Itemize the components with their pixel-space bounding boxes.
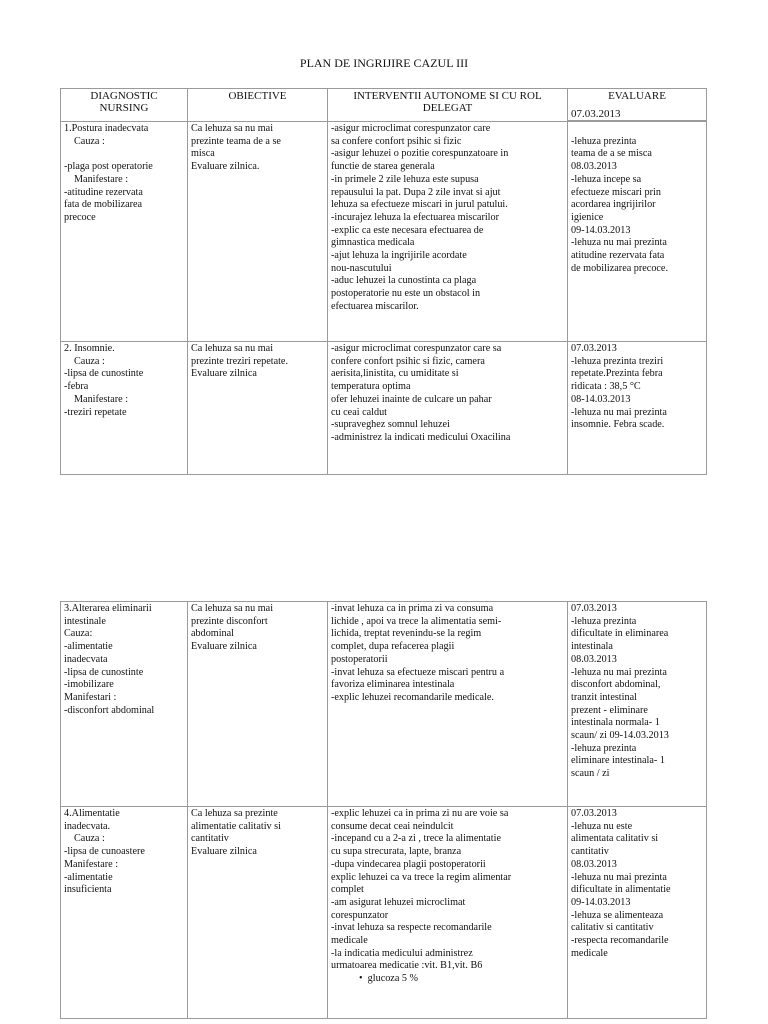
cell-line: acordarea ingrijirilor — [571, 199, 656, 211]
cell-line: -lehuza prezinta — [571, 742, 637, 754]
cell-line: inadecvata — [64, 653, 108, 665]
cell-line: Ca lehuza sa nu mai — [191, 603, 274, 614]
cell-line: intestinala normala- 1 — [571, 717, 660, 729]
cell-line: teama de a se misca — [571, 148, 652, 160]
header-obiective-line: OBIECTIVE — [228, 90, 287, 102]
cell-obiective — [188, 342, 328, 475]
cell-line: consume decat ceai neindulcit — [331, 820, 454, 832]
cell-line: corespunzator — [331, 909, 389, 921]
cell-line: 09-14.03.2013 — [571, 896, 631, 908]
cell-line: alimentatie calitativ si — [191, 820, 281, 832]
cell-line: -lipsa de cunostinte — [64, 666, 144, 678]
cell-line: 07.03.2013 — [571, 808, 617, 819]
cell-line: gimnastica medicala — [331, 237, 415, 249]
cell-line: -alimentatie — [64, 871, 113, 883]
cell-line: -febra — [64, 381, 89, 393]
cell-line: complet, dupa refacerea plagii — [331, 641, 455, 653]
cell-line: dificultate in eliminarea — [571, 628, 669, 640]
header-interventii — [328, 89, 568, 122]
cell-line: scaun / zi — [571, 768, 610, 780]
cell-line: favoriza eliminarea intestinala — [331, 679, 455, 691]
table-row — [61, 602, 707, 807]
cell-line: Evaluare zilnica — [191, 846, 257, 858]
cell-line: aerisita,linistita, cu umiditate si — [331, 368, 459, 380]
cell-line: Evaluare zilnica — [191, 368, 257, 380]
cell-line: insomnie. Febra scade. — [571, 419, 665, 431]
cell-evaluare — [568, 122, 707, 342]
cell-line: alimentata calitativ si — [571, 833, 659, 845]
cell-line: medicale — [331, 935, 368, 947]
cell-line: -lipsa de cunoastere — [64, 846, 145, 858]
cell-interventii — [328, 807, 568, 1019]
cell-line: -lehuza nu mai prezinta — [571, 666, 667, 678]
header-evaluare-label: EVALUARE — [608, 90, 666, 102]
cell-line: 1.Postura inadecvata — [64, 123, 149, 134]
cell-line: temperatura optima — [331, 381, 411, 393]
cell-line: 08.03.2013 — [571, 858, 617, 870]
cell-interventii — [328, 122, 568, 342]
cell-line: Cauza : — [74, 833, 105, 845]
table-row — [61, 342, 707, 475]
cell-line: -am asigurat lehuzei microclimat — [331, 896, 466, 908]
cell-line: -lehuza nu mai prezinta — [571, 406, 667, 418]
cell-evaluare — [568, 807, 707, 1019]
cell-line: abdominal — [191, 628, 235, 640]
header-interventii-line: DELEGAT — [422, 102, 473, 114]
cell-line: -treziri repetate — [64, 406, 127, 418]
cell-line: lehuza sa efectueze miscari in jurul patului. — [331, 199, 508, 211]
cell-line: -incurajez lehuza la efectuarea miscarilor — [331, 211, 499, 223]
cell-line: Cauza : — [74, 355, 105, 367]
cell-obiective — [188, 602, 328, 807]
cell-line: insuficienta — [64, 884, 112, 896]
cell-line: functie de starea generala — [331, 161, 435, 173]
cell-line: calitativ si cantitativ — [571, 922, 654, 934]
cell-line: -supraveghez somnul lehuzei — [331, 419, 450, 431]
cell-line: -respecta recomandarile — [571, 935, 669, 947]
cell-line: cu ceai caldut — [331, 406, 387, 418]
cell-line: 08-14.03.2013 — [571, 393, 631, 405]
cell-line: scaun/ zi 09-14.03.2013 — [571, 730, 669, 742]
cell-line: -in primele 2 zile lehuza este supusa — [331, 173, 479, 185]
cell-line: -imobilizare — [64, 679, 114, 691]
cell-line: Manifestari : — [64, 691, 117, 703]
header-diagnostic — [61, 89, 188, 122]
cell-line: Manifestare : — [64, 858, 119, 870]
table-row — [61, 122, 707, 342]
cell-line: -asigur microclimat corespunzator care sa — [331, 343, 502, 354]
cell-line: -plaga post operatorie — [64, 161, 153, 173]
cell-line: de mobilizarea precoce. — [571, 262, 669, 274]
cell-diagnostic — [61, 807, 188, 1019]
cell-line: Cauza: — [64, 628, 93, 640]
table-row — [61, 807, 707, 1019]
care-plan-table-2 — [60, 601, 707, 1019]
cell-line: fata de mobilizarea — [64, 199, 143, 211]
cell-line: medicale — [571, 947, 608, 959]
cell-line: 08.03.2013 — [571, 161, 617, 173]
cell-line: Ca lehuza sa nu mai — [191, 123, 274, 134]
cell-line: -explic lehuzei recomandarile medicale. — [331, 691, 494, 703]
header-diagnostic-line: DIAGNOSTIC — [90, 90, 158, 102]
cell-line: -invat lehuza ca in prima zi va consuma — [331, 603, 494, 614]
cell-line: Cauza : — [74, 135, 105, 147]
cell-line: postoperatorii — [331, 653, 388, 665]
cell-line: repausului la pat. Dupa 2 zile invat si ajut — [331, 186, 501, 198]
cell-line: 3.Alterarea eliminarii — [64, 603, 152, 614]
cell-line: cantitativ — [191, 833, 229, 845]
cell-line: cu supa strecurata, lapte, branza — [331, 846, 462, 858]
cell-line: -invat lehuza sa respecte recomandarile — [331, 922, 492, 934]
cell-line: -lehuza prezinta — [571, 615, 637, 627]
cell-line: cantitativ — [571, 846, 609, 858]
cell-line: efectueze miscari prin — [571, 186, 661, 198]
cell-line: Manifestare : — [74, 173, 129, 185]
cell-line: -explic ca este necesara efectuarea de — [331, 224, 484, 236]
cell-line: -explic lehuzei ca in prima zi nu are voie sa — [331, 808, 509, 819]
cell-line: complet — [331, 884, 364, 896]
cell-line: ofer lehuzei inainte de culcare un pahar — [331, 393, 492, 405]
cell-line: -lehuza se alimenteaza — [571, 909, 664, 921]
cell-line: -asigur microclimat corespunzator care — [331, 123, 491, 134]
cell-line: confere confort psihic si fizic, camera — [331, 355, 485, 367]
header-interventii-line: INTERVENTII AUTONOME SI CU ROL — [353, 90, 542, 102]
cell-line: Ca lehuza sa nu mai — [191, 343, 274, 354]
header-diagnostic-line: NURSING — [99, 102, 149, 114]
cell-line: prezinte disconfort — [191, 615, 268, 627]
table-header-row — [61, 89, 707, 122]
cell-line: tranzit intestinal — [571, 691, 637, 703]
cell-interventii — [328, 342, 568, 475]
cell-line: 2. Insomnie. — [64, 343, 115, 354]
cell-diagnostic — [61, 602, 188, 807]
cell-line: -lehuza nu mai prezinta — [571, 871, 667, 883]
cell-line: Ca lehuza sa prezinte — [191, 808, 278, 819]
cell-line: intestinala — [571, 641, 613, 653]
cell-line: 07.03.2013 — [571, 343, 617, 354]
cell-line: precoce — [64, 211, 96, 223]
cell-line: prezinte treziri repetate. — [191, 355, 289, 367]
cell-line: -lehuza nu este — [571, 820, 633, 832]
cell-line: igienice — [571, 211, 604, 223]
cell-evaluare — [568, 342, 707, 475]
cell-obiective — [188, 122, 328, 342]
care-plan-table-1 — [60, 88, 707, 475]
cell-line: dificultate in alimentatie — [571, 884, 671, 896]
cell-line: -invat lehuza sa efectueze miscari pentru a — [331, 666, 505, 678]
medication-bullet-item: • glucoza 5 % — [331, 973, 564, 986]
cell-line: 08.03.2013 — [571, 653, 617, 665]
cell-line — [64, 148, 184, 161]
cell-obiective — [188, 807, 328, 1019]
cell-line: -lehuza incepe sa — [571, 173, 642, 185]
cell-line: prezinte teama de a se — [191, 135, 281, 147]
cell-line: -alimentatie — [64, 641, 113, 653]
cell-line: 09-14.03.2013 — [571, 224, 631, 236]
cell-line: explic lehuzei ca va trece la regim alimentar — [331, 871, 512, 883]
cell-line — [571, 123, 703, 136]
header-evaluare — [568, 89, 707, 122]
header-obiective — [188, 89, 328, 122]
cell-line: -atitudine rezervata — [64, 186, 143, 198]
cell-line: 07.03.2013 — [571, 603, 617, 614]
cell-line: prezent - eliminare — [571, 704, 648, 716]
cell-line: atitudine rezervata fata — [571, 250, 665, 262]
cell-line: -asigur lehuzei o pozitie corespunzatoare in — [331, 148, 509, 160]
cell-line: repetate.Prezinta febra — [571, 368, 663, 380]
cell-line: -incepand cu a 2-a zi , trece la alimentatie — [331, 833, 501, 845]
cell-line: urmatoarea medicatie :vit. B1,vit. B6 — [331, 960, 483, 972]
cell-line: -lehuza nu mai prezinta — [571, 237, 667, 249]
cell-line: inadecvata. — [64, 820, 111, 832]
cell-line: postoperatorie nu este un obstacol in — [331, 288, 481, 300]
cell-diagnostic — [61, 342, 188, 475]
cell-line: -la indicatia medicului administrez — [331, 947, 473, 959]
cell-line: -lipsa de cunostinte — [64, 368, 144, 380]
cell-line: misca — [191, 148, 215, 160]
cell-line: sa confere confort psihic si fizic — [331, 135, 462, 147]
cell-line: disconfort abdominal, — [571, 679, 661, 691]
cell-line: lichide , apoi va trece la alimentatia semi- — [331, 615, 502, 627]
cell-line: eliminare intestinala- 1 — [571, 755, 665, 767]
page-title: PLAN DE INGRIJIRE CAZUL III — [299, 56, 469, 70]
cell-line: -lehuza prezinta — [571, 135, 637, 147]
cell-line: 4.Alimentatie — [64, 808, 120, 819]
cell-interventii — [328, 602, 568, 807]
cell-line: nou-nascutului — [331, 262, 392, 274]
cell-line: -lehuza prezinta treziri — [571, 355, 664, 367]
header-evaluare-date: 07.03.2013 — [568, 108, 706, 121]
cell-line: Evaluare zilnica. — [191, 161, 260, 173]
cell-line: -dupa vindecarea plagii postoperatorii — [331, 858, 486, 870]
cell-line: intestinale — [64, 615, 106, 627]
cell-line: Evaluare zilnica — [191, 641, 257, 653]
cell-line: -ajut lehuza la ingrijirile acordate — [331, 250, 467, 262]
cell-line: -aduc lehuzei la cunostinta ca plaga — [331, 275, 477, 287]
cell-line: efectuarea miscarilor. — [331, 300, 419, 312]
cell-line: lichida, treptat revenindu-se la regim — [331, 628, 482, 640]
cell-line: -administrez la indicati medicului Oxacilina — [331, 431, 511, 443]
cell-line: ridicata : 38,5 °C — [571, 381, 641, 393]
cell-line: Manifestare : — [74, 393, 129, 405]
cell-line: -disconfort abdominal — [64, 704, 155, 716]
cell-diagnostic — [61, 122, 188, 342]
cell-evaluare — [568, 602, 707, 807]
